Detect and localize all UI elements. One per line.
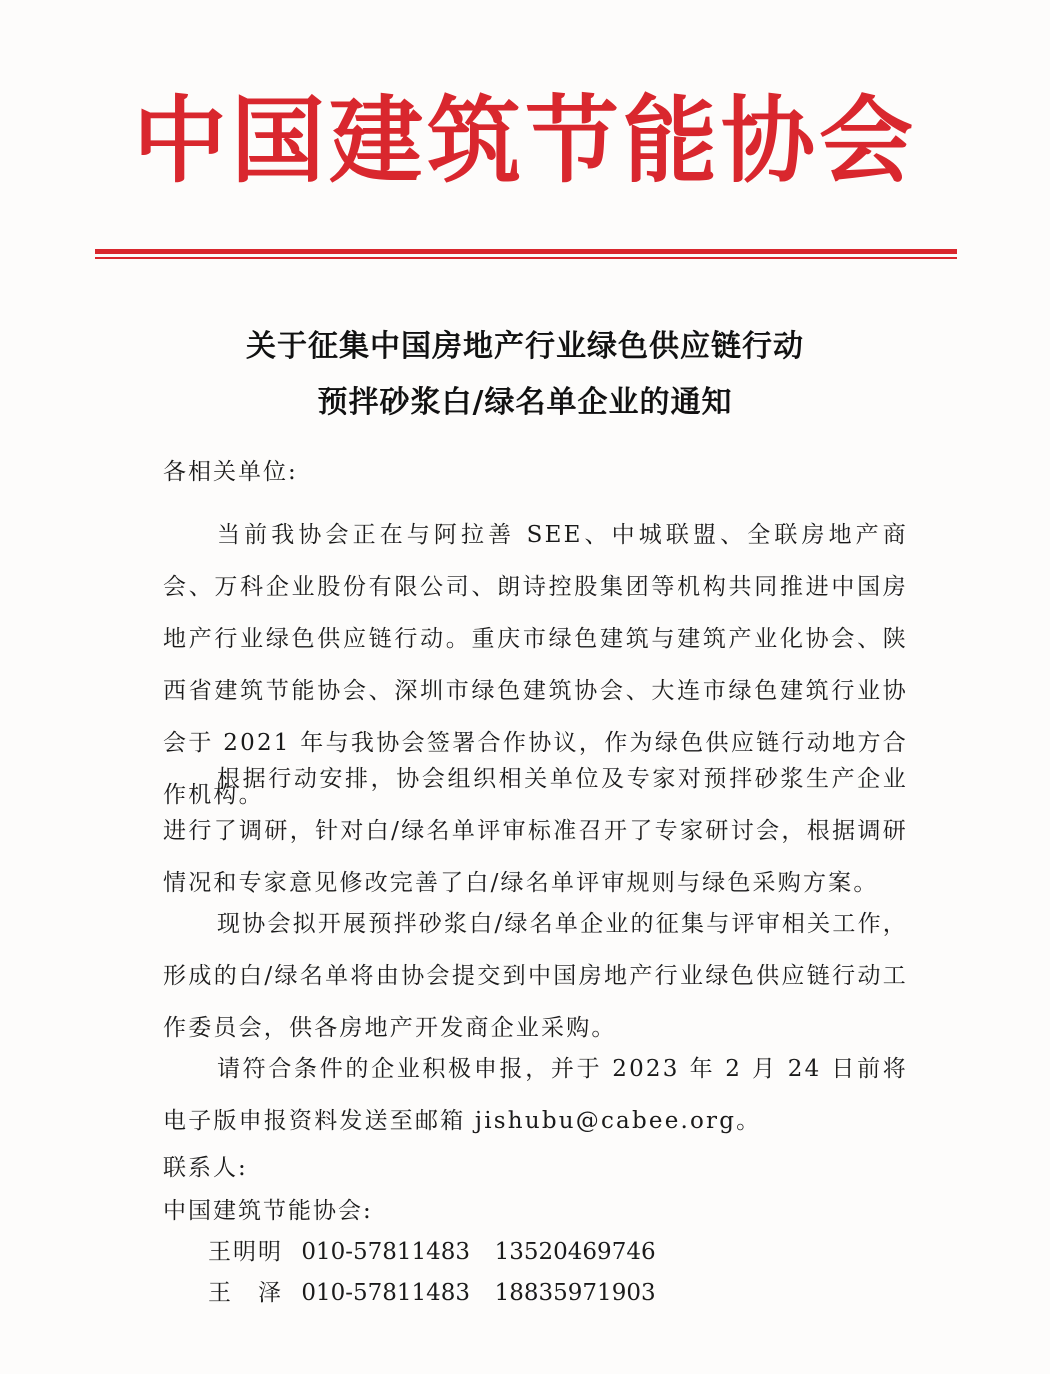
- contact-row: [208, 1237, 656, 1267]
- contact-phone: 010-57811483: [301, 1280, 471, 1306]
- letterhead-organization: 中国建筑节能协会: [132, 87, 917, 196]
- letterhead-rule-thin: [95, 257, 957, 259]
- body-paragraph-1: 当前我协会正在与阿拉善 SEE、中城联盟、全联房地产商会、万科企业股份有限公司、朗诗控股集团等机构共同推进中国房地产行业绿色供应链行动。重庆市绿色建筑与建筑产业化协会、陕西省建筑节能协会、深圳市绿色建筑协会、大连市绿色建筑行业协会于 2021 年与我协会签署合作协议，作为绿色供应链行动地方合作机构。: [163, 522, 908, 808]
- contact-mobile: 18835971903: [494, 1280, 656, 1306]
- contact-phone: 010-57811483: [301, 1239, 471, 1265]
- body-paragraph-4: 请符合条件的企业积极申报，并于 2023 年 2 月 24 日前将电子版申报资料发送至邮箱 jishubu@cabee.org。: [163, 1056, 908, 1134]
- body-paragraph-3: 现协会拟开展预拌砂浆白/绿名单企业的征集与评审相关工作，形成的白/绿名单将由协会提交到中国房地产行业绿色供应链行动工作委员会，供各房地产开发商企业采购。: [163, 911, 908, 1041]
- contact-name: 王明明: [208, 1239, 283, 1265]
- notice-title-line-2: 预拌砂浆白/绿名单企业的通知: [317, 385, 733, 420]
- contact-name: 王 泽: [208, 1280, 283, 1306]
- contact-label: 联系人:: [163, 1155, 248, 1181]
- contact-organization-label: 中国建筑节能协会:: [163, 1198, 373, 1224]
- body-paragraph-2: 根据行动安排，协会组织相关单位及专家对预拌砂浆生产企业进行了调研，针对白/绿名单评审标准召开了专家研讨会，根据调研情况和专家意见修改完善了白/绿名单评审规则与绿色采购方案。: [163, 766, 908, 896]
- notice-title-line-1: 关于征集中国房地产行业绿色供应链行动: [246, 329, 804, 364]
- letterhead-rule-thick: [95, 249, 957, 254]
- contact-mobile: 13520469746: [494, 1239, 656, 1265]
- contact-row: [208, 1278, 656, 1308]
- salutation: 各相关单位:: [163, 459, 298, 485]
